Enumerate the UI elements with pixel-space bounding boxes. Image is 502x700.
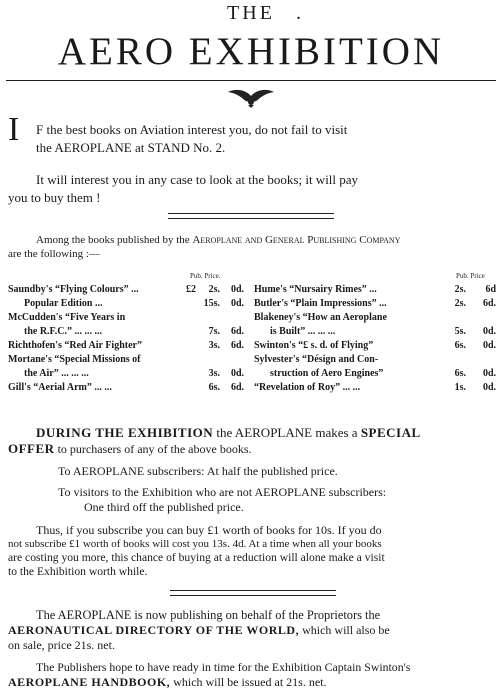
book-list-left (8, 284, 244, 396)
book-title: Swinton's “£ s. d. of Flying” (254, 340, 374, 351)
book-price-pence: 0d. (482, 326, 496, 337)
book-title: Gill's “Aerial Arm” ... ... (8, 382, 112, 393)
intro-line-2: the AEROPLANE at STAND No. 2. (36, 140, 226, 155)
divider-rule-2 (170, 590, 336, 596)
book-price-pence: 0d. (482, 382, 496, 393)
dropcap-letter: I (8, 111, 20, 148)
among-text: Among the books published by the (36, 234, 193, 246)
book-title: struction of Aero Engines” (270, 368, 384, 379)
header-dot: . (296, 2, 304, 24)
title-rule (6, 80, 496, 81)
book-row (254, 382, 496, 396)
book-price-shillings: 7s. (208, 326, 220, 337)
offer-text: to purchasers of any of the above books. (54, 442, 252, 456)
thus-line-3: are costing you more, this chance of buying at a reduction will alone make a visit (8, 551, 385, 564)
book-price-shillings: 6s. (454, 368, 466, 379)
book-title: “Revelation of Roy” ... ... (254, 382, 361, 393)
book-price-shillings: 3s. (208, 340, 220, 351)
handbook-line-1: The Publishers hope to have ready in time for the Exhibition Captain Swinton's (36, 660, 411, 674)
book-price-pence: 6d (485, 284, 496, 295)
book-price-shillings: 2s. (454, 298, 466, 309)
book-title: the R.F.C.” ... ... ... (24, 326, 102, 337)
book-title: Popular Edition ... (24, 298, 103, 309)
book-title: Mortane's “Special Missions of (8, 354, 141, 365)
book-title: is Built” ... ... ... (270, 326, 336, 337)
handbook-line-2 (8, 674, 327, 690)
book-price-pence: 0d. (230, 298, 244, 309)
book-price-pound (186, 298, 200, 312)
directory-title: AERONAUTICAL DIRECTORY OF THE WORLD, (8, 623, 300, 637)
offer-text: the AEROPLANE makes a (213, 425, 361, 440)
intro-para2-line-2: you to buy them ! (8, 190, 101, 205)
header-the-text: THE (227, 2, 275, 24)
pub-price-header-right: Pub. Price (456, 272, 485, 280)
book-row (8, 382, 244, 396)
book-price-pence: 6d. (230, 382, 244, 393)
book-title: the Air” ... ... ... (24, 368, 89, 379)
book-price-pence: 0d. (230, 368, 244, 379)
book-price-pence: 0d. (482, 368, 496, 379)
book-title: Hume's “Nursairy Rimes” ... (254, 284, 377, 295)
header-the (0, 2, 502, 25)
book-title: Blakeney's “How an Aeroplane (254, 312, 387, 323)
directory-line-3: on sale, price 21s. net. (8, 638, 115, 652)
offer-line-2 (8, 441, 252, 457)
among-line-2: are the following :— (8, 248, 100, 260)
book-price-pence: 6d. (230, 340, 244, 351)
intro-para2-line-1: It will interest you in any case to look at the books; it will pay (36, 172, 359, 187)
book-row (8, 284, 244, 298)
page-title: AERO EXHIBITION (57, 30, 445, 73)
book-price-shillings: 3s. (208, 368, 220, 379)
book-price-pence: 6d. (230, 326, 244, 337)
book-row (254, 340, 496, 354)
book-price-pence: 0d. (230, 284, 244, 295)
offer-visitors-line-1: To visitors to the Exhibition who are not AEROPLANE subscribers: (58, 485, 387, 499)
offer-bold-during: DURING THE EXHIBITION (36, 425, 214, 440)
directory-text: which will also be (299, 623, 390, 637)
intro-line-1: F the best books on Aviation interest you, do not fail to visit (36, 122, 348, 137)
book-row (254, 354, 496, 368)
offer-subscribers: To AEROPLANE subscribers: At half the published price. (58, 464, 338, 478)
publisher-name: Aeroplane and General Publishing Company (192, 234, 401, 246)
book-price-shillings: 2s. (454, 284, 466, 295)
pub-price-header-left: Pub. Price. (190, 272, 221, 280)
book-price-pound: £2 (186, 284, 196, 295)
book-title: McCudden's “Five Years in (8, 312, 126, 323)
offer-bold-special: SPECIAL (360, 425, 421, 440)
book-row (8, 326, 244, 340)
book-price-pence: 0d. (482, 340, 496, 351)
directory-line-1: The AEROPLANE is now publishing on behalf of the Proprietors the (36, 608, 381, 622)
book-row (254, 284, 496, 298)
thus-line-1: Thus, if you subscribe you can buy £1 worth of books for 10s. If you do (36, 523, 382, 537)
book-row (8, 368, 244, 382)
offer-visitors-line-2: One third off the published price. (84, 500, 244, 514)
book-row (254, 312, 496, 326)
book-row (254, 298, 496, 312)
book-row (8, 340, 244, 354)
book-price-pence: 6d. (482, 298, 496, 309)
thus-line-2: not subscribe £1 worth of books will cost you 13s. 4d. At a time when all your books (8, 538, 382, 550)
book-row (8, 298, 244, 312)
book-title: Butler's “Plain Impressions” ... (254, 298, 387, 309)
winged-emblem-icon (226, 86, 276, 108)
book-row (8, 312, 244, 326)
book-title: Saundby's “Flying Colours” ... (8, 284, 139, 295)
book-row (254, 326, 496, 340)
book-price-shillings: 6s. (454, 340, 466, 351)
book-row (8, 354, 244, 368)
book-row (254, 368, 496, 382)
book-list-right (254, 284, 496, 396)
handbook-text: which will be issued at 21s. net. (170, 675, 327, 689)
offer-line-1 (36, 425, 421, 441)
book-price-shillings: 15s. (203, 298, 220, 309)
handbook-title: AEROPLANE HANDBOOK, (8, 675, 171, 689)
book-price-shillings: 6s. (208, 382, 220, 393)
book-price-shillings: 2s. (208, 284, 220, 295)
offer-bold-offer: OFFER (8, 441, 55, 456)
divider-rule-1 (168, 213, 334, 219)
thus-line-4: to the Exhibition worth while. (8, 565, 148, 578)
book-price-shillings: 5s. (454, 326, 466, 337)
book-title: Sylvester's “Désign and Con- (254, 354, 379, 365)
directory-line-2 (8, 622, 390, 638)
book-title: Richthofen's “Red Air Fighter” (8, 340, 142, 351)
book-price-shillings: 1s. (454, 382, 466, 393)
